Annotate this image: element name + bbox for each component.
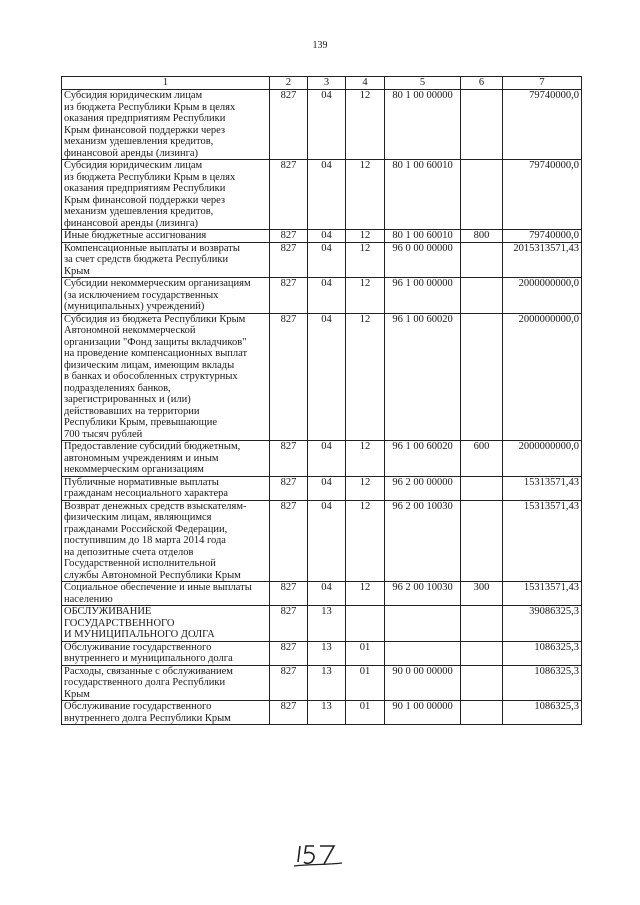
table-row [62,582,582,606]
row-col3-cell: 04 [308,441,346,477]
row-amount-cell: 79740000,0 [503,90,582,160]
row-col6-cell: 600 [461,441,503,477]
row-col2-cell: 827 [270,230,308,243]
row-col3-cell: 04 [308,313,346,441]
row-col6-cell: 800 [461,230,503,243]
table-row [62,90,582,160]
row-col4-cell: 12 [346,90,385,160]
row-col3-cell: 13 [308,641,346,665]
row-col2-cell: 827 [270,160,308,230]
row-amount-cell: 1086325,3 [503,665,582,701]
row-col5-cell: 96 2 00 10030 [385,500,461,582]
table-row [62,242,582,278]
row-amount-cell: 15313571,43 [503,500,582,582]
row-col4-cell: 12 [346,278,385,314]
row-col6-cell [461,90,503,160]
table-row [62,230,582,243]
row-name-cell: Субсидия юридическим лицам из бюджета Республики Крым в целях оказания предприятиям Республики Крым финансовой поддержки через механизм удешевления кредитов, финансовой аренды (лизинга) [62,90,270,160]
row-col6-cell [461,160,503,230]
table-row [62,160,582,230]
header-col-6: 6 [461,77,503,90]
table-row [62,606,582,642]
row-amount-cell: 1086325,3 [503,701,582,725]
row-amount-cell: 2015313571,43 [503,242,582,278]
row-col5-cell [385,641,461,665]
table-header-row [62,77,582,90]
row-col4-cell: 12 [346,500,385,582]
header-col-2: 2 [270,77,308,90]
header-col-7: 7 [503,77,582,90]
row-col6-cell [461,313,503,441]
row-amount-cell: 1086325,3 [503,641,582,665]
row-col6-cell [461,242,503,278]
row-col2-cell: 827 [270,441,308,477]
row-col4-cell: 12 [346,242,385,278]
row-col5-cell: 80 1 00 60010 [385,230,461,243]
header-col-5: 5 [385,77,461,90]
handwritten-page-number [290,838,350,868]
page-number: 139 [312,40,328,51]
row-col5-cell: 96 2 00 00000 [385,476,461,500]
row-name-cell: Расходы, связанные с обслуживанием государственного долга Республики Крым [62,665,270,701]
row-col6-cell [461,641,503,665]
row-col3-cell: 13 [308,606,346,642]
row-col6-cell [461,278,503,314]
header-col-4: 4 [346,77,385,90]
row-col3-cell: 04 [308,242,346,278]
row-col4-cell: 12 [346,582,385,606]
row-col3-cell: 04 [308,230,346,243]
table-row [62,701,582,725]
row-name-cell: Иные бюджетные ассигнования [62,230,270,243]
row-col6-cell: 300 [461,582,503,606]
row-amount-cell: 79740000,0 [503,230,582,243]
table-row [62,665,582,701]
row-col5-cell: 80 1 00 00000 [385,90,461,160]
row-col5-cell: 96 1 00 60020 [385,441,461,477]
row-col5-cell: 96 1 00 00000 [385,278,461,314]
row-col2-cell: 827 [270,278,308,314]
header-col-1: 1 [62,77,270,90]
row-name-cell: Возврат денежных средств взыскателям- физическим лицам, являющимся гражданами Российской Федерации, поступившим до 18 марта 2014 года на депозитные счета отделов Государственной исполнительной службы Автономной Республики Крым [62,500,270,582]
row-col2-cell: 827 [270,313,308,441]
row-amount-cell: 39086325,3 [503,606,582,642]
row-amount-cell: 15313571,43 [503,582,582,606]
row-col4-cell: 01 [346,641,385,665]
row-col3-cell: 13 [308,701,346,725]
table-row [62,641,582,665]
row-col5-cell: 90 1 00 00000 [385,701,461,725]
table-row [62,278,582,314]
row-col6-cell [461,665,503,701]
row-name-cell: Субсидия юридическим лицам из бюджета Республики Крым в целях оказания предприятиям Республики Крым финансовой поддержки через механизм удешевления кредитов, финансовой аренды (лизинга) [62,160,270,230]
row-col5-cell: 96 2 00 10030 [385,582,461,606]
row-col6-cell [461,476,503,500]
row-col4-cell: 12 [346,441,385,477]
table-row [62,476,582,500]
row-col5-cell: 80 1 00 60010 [385,160,461,230]
row-col2-cell: 827 [270,242,308,278]
row-col4-cell: 12 [346,476,385,500]
row-col3-cell: 13 [308,665,346,701]
row-col2-cell: 827 [270,476,308,500]
row-col2-cell: 827 [270,641,308,665]
row-col4-cell: 12 [346,160,385,230]
header-col-3: 3 [308,77,346,90]
row-col3-cell: 04 [308,582,346,606]
row-amount-cell: 2000000000,0 [503,313,582,441]
table-row [62,313,582,441]
row-amount-cell: 2000000000,0 [503,278,582,314]
row-col4-cell [346,606,385,642]
row-name-cell: Публичные нормативные выплаты гражданам несоциального характера [62,476,270,500]
row-col5-cell: 96 0 00 00000 [385,242,461,278]
row-name-cell: ОБСЛУЖИВАНИЕ ГОСУДАРСТВЕННОГО И МУНИЦИПАЛЬНОГО ДОЛГА [62,606,270,642]
table-row [62,441,582,477]
row-col4-cell: 01 [346,665,385,701]
row-col6-cell [461,701,503,725]
row-col3-cell: 04 [308,476,346,500]
row-amount-cell: 2000000000,0 [503,441,582,477]
row-col5-cell [385,606,461,642]
row-col5-cell: 96 1 00 60020 [385,313,461,441]
row-amount-cell: 79740000,0 [503,160,582,230]
row-col6-cell [461,606,503,642]
row-col3-cell: 04 [308,160,346,230]
budget-table [61,76,582,725]
row-col4-cell: 12 [346,230,385,243]
row-col4-cell: 12 [346,313,385,441]
row-name-cell: Обслуживание государственного внутреннего долга Республики Крым [62,701,270,725]
row-amount-cell: 15313571,43 [503,476,582,500]
row-col3-cell: 04 [308,278,346,314]
row-col2-cell: 827 [270,90,308,160]
row-col2-cell: 827 [270,701,308,725]
row-name-cell: Социальное обеспечение и иные выплаты населению [62,582,270,606]
row-col3-cell: 04 [308,90,346,160]
row-name-cell: Компенсационные выплаты и возвраты за счет средств бюджета Республики Крым [62,242,270,278]
row-col3-cell: 04 [308,500,346,582]
row-col2-cell: 827 [270,500,308,582]
row-col2-cell: 827 [270,606,308,642]
table-row [62,500,582,582]
row-name-cell: Обслуживание государственного внутреннего и муниципального долга [62,641,270,665]
row-col4-cell: 01 [346,701,385,725]
row-col2-cell: 827 [270,665,308,701]
row-name-cell: Субсидии некоммерческим организациям (за исключением государственных (муниципальных) учреждений) [62,278,270,314]
row-name-cell: Субсидия из бюджета Республики Крым Автономной некоммерческой организации "Фонд защиты вкладчиков" на проведение компенсационных выплат физическим лицам, имеющим вклады в банках и обособленных структурных подразделениях банков, зарегистрированных и (или) действовавших на территории Республики Крым, превышающие 700 тысяч рублей [62,313,270,441]
row-col5-cell: 90 0 00 00000 [385,665,461,701]
row-col6-cell [461,500,503,582]
row-col2-cell: 827 [270,582,308,606]
row-name-cell: Предоставление субсидий бюджетным, автономным учреждениям и иным некоммерческим организациям [62,441,270,477]
